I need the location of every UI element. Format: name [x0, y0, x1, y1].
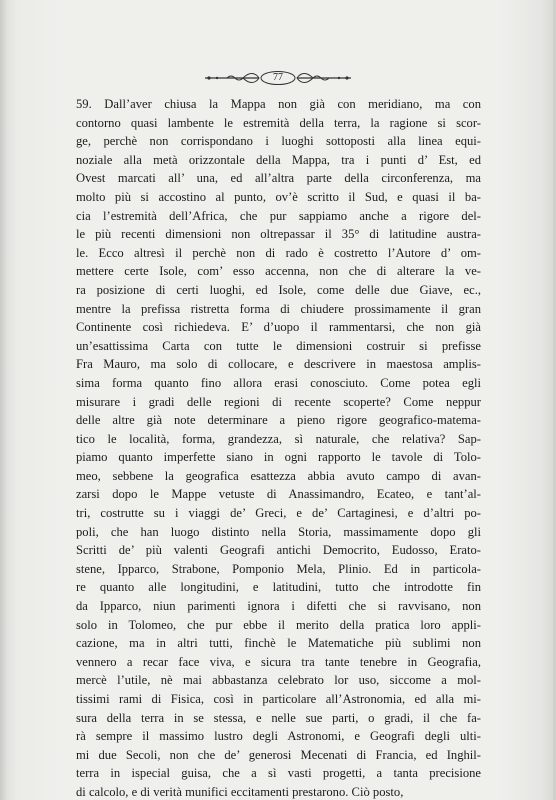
text-line: da Ipparco, niun parimenti ignora i difetti che si ravvisano, non [76, 599, 481, 614]
text-line: mi due Secoli, non che de’ generosi Mecenati di Francia, ed Inghil- [76, 747, 481, 762]
text-line: stene, Ipparco, Strabone, Pomponio Mela, Plinio. Ed in particola- [76, 561, 481, 576]
text-line: Fra Mauro, ma solo di collocare, e descrivere in maestosa amplis- [76, 357, 481, 372]
body-paragraph [76, 95, 481, 800]
text-line: Continente così richiedeva. E’ d’uopo il rammentarsi, che non già [76, 320, 481, 335]
text-line: noziale alla metà orizzontale della Mappa, tra i punti d’ Est, ed [76, 152, 481, 167]
text-line: mettere certe Isole, com’ esso accenna, non che di alterare la ve- [76, 264, 481, 279]
text-line: solo in Tolomeo, che pur ebbe il merito della pratica loro appli- [76, 617, 481, 632]
text-line: di calcolo, e di verità munifici eccitamenti prestarono. Ciò posto, [76, 784, 404, 799]
page-number: 77 [273, 72, 283, 83]
page-header [0, 70, 556, 86]
text-line: ra posizione di certi luoghi, ed Isole, come delle due Giave, ec., [76, 282, 481, 297]
text-line: ge, perchè non corrispondano i luoghi sottoposti alla linea equi- [76, 134, 481, 149]
text-line: tissimi rami di Fisica, così in particolare all’Astronomia, ed alla mi- [76, 692, 481, 706]
text-line: cazione, ma in altri tutti, finchè le Matematiche più sublimi non [76, 636, 481, 651]
text-line: contorno quasi lambente le estremità della terra, la ragione si scor- [76, 115, 481, 130]
text-line: mentre la prefissa ristretta forma di chiudere prossimamente il gran [76, 301, 481, 316]
text-line: zarsi dopo le Mappe vetuste di Anassimandro, Ecateo, e tant’al- [76, 487, 481, 502]
text-line: misurare i gradi delle regioni di recente scoperte? Come neppur [76, 394, 481, 409]
text-line: cia l’estremità dell’Africa, che pur sappiamo anche a rigore del- [76, 208, 481, 223]
text-line: molto più si accostino al punto, ov’è scritto il Sud, e quasi il ba- [76, 189, 481, 204]
text-line: Ovest marcati all’ una, ed all’altra parte della circonferenza, ma [76, 171, 481, 186]
text-line: sura della terra in se stessa, e nelle sue parti, o gradi, il che fa- [76, 710, 481, 725]
text-line: 59. Dall’aver chiusa la Mappa non già con meridiano, ma con [76, 97, 481, 111]
text-line: poli, che han luogo distinto nella Storia, massimamente dopo gli [76, 524, 481, 539]
text-line: meo, sebbene la geografica esattezza abbia avuto campo di avan- [76, 468, 481, 483]
text-line: Scritti de’ più valenti Geografi antichi Democrito, Eudosso, Erato- [76, 543, 481, 558]
text-line: le. Ecco altresì il perchè non di rado è costretto l’Autore d’ om- [76, 245, 481, 260]
text-line: re quanto alle longitudini, e latitudini, tutto che introdotte fin [76, 580, 481, 595]
page-binding-edge [0, 0, 8, 800]
text-line: tri, costrutte su i viaggi de’ Greci, e de’ Cartaginesi, e d’altri po- [76, 506, 481, 521]
text-line: rà sempre il massimo lustro degli Astronomi, e Geografi degli ulti- [76, 729, 481, 744]
header-ornament [203, 70, 353, 86]
text-line: le più recenti dimensioni non oltrepassar il 35° di latitudine austra- [76, 227, 481, 242]
text-line: vennero a recar face viva, e sicura tra tante tenebre in Geografia, [76, 654, 481, 669]
text-line: mercè l’utile, nè mai abbastanza celebrato lor uso, siccome a mol- [76, 673, 481, 688]
text-line: un’esattissima Carta con tutte le dimensioni costruir si prefisse [76, 338, 481, 353]
text-line: piamo quanto imperfette siano in ogni rapporto le tavole di Tolo- [76, 450, 481, 465]
text-line: delle altre già note determinare a pieno rigore geografico-matema- [76, 413, 481, 428]
text-line: sima forma quanto fino allora erasi conosciuto. Come potea egli [76, 375, 481, 390]
text-line: terra in ispecial guisa, che a sì vasti progetti, a tanta precisione [76, 766, 481, 781]
text-line: tico le località, forma, grandezza, sì naturale, che relativa? Sap- [76, 431, 481, 446]
